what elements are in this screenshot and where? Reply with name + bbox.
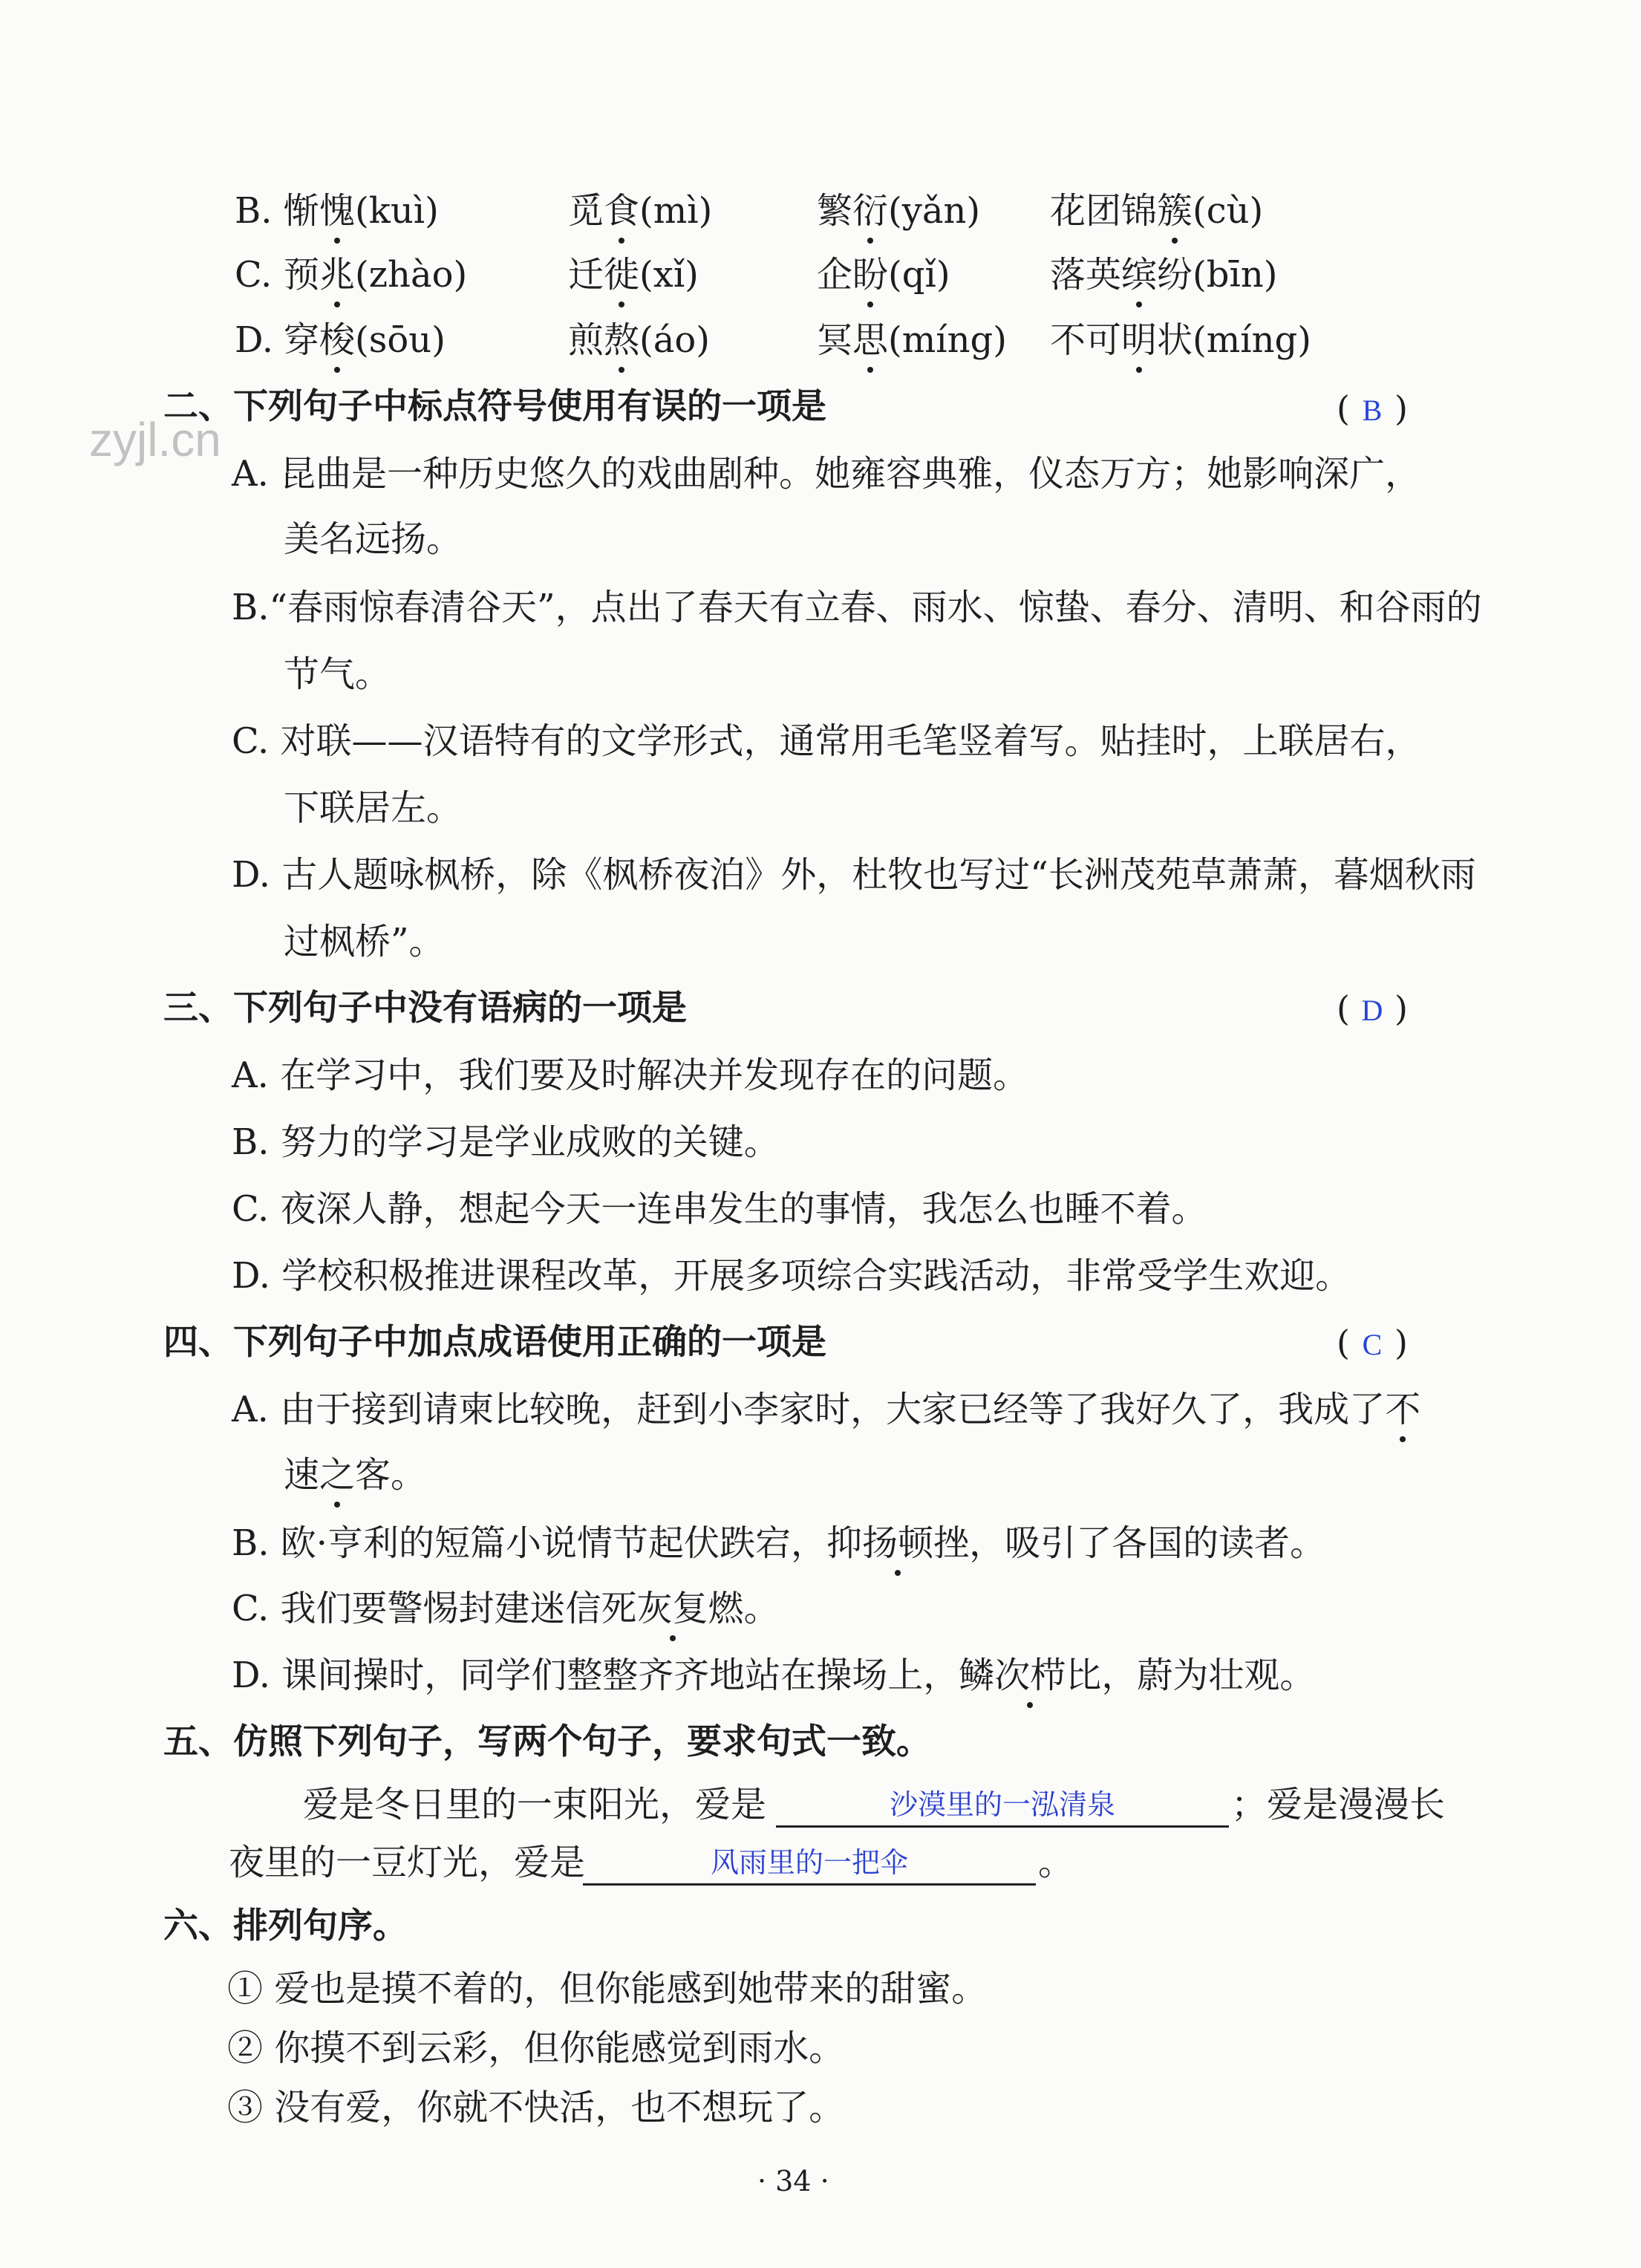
q6-sentence-2: ② 你摸不到云彩，但你能感觉到雨水。 [227,2027,845,2069]
watermark: zyjl.cn [89,413,221,466]
q2-option-a-line2: 美名远扬。 [284,518,463,560]
word-item: 繁衍(yǎn) [817,190,981,232]
q2-option-a-line1: A. 昆曲是一种历史悠久的戏曲剧种。她雍容典雅，仪态万方；她影响深广， [232,453,1421,495]
answer-q2: B [1362,394,1383,427]
page-number: · 34 · [757,2165,829,2197]
word-item: 花团锦簇(cù) [1050,190,1264,232]
word-item: 觅食(mì) [568,190,713,232]
q4-option-c: C. 我们要警惕封建迷信死灰复燃。 [232,1588,780,1629]
word-item: 惭愧(kuì) [284,190,439,232]
q4-option-d: D. 课间操时，同学们整整齐齐地站在操场上，鳞次栉比，蔚为壮观。 [232,1655,1316,1696]
q2-option-d-line2: 过枫桥”。 [284,921,445,962]
q6-sentence-3: ③ 没有爱，你就不快活，也不想玩了。 [227,2087,845,2128]
handwritten-answer-1: 沙漠里的一泓清泉 [889,1788,1115,1821]
answer-parens: ( D ) [1337,988,1408,1032]
option-label: B. [235,190,273,232]
word-item: 预兆(zhào) [284,254,468,296]
word-item: 不可明状(míng) [1050,319,1311,361]
question-4-title: 四、下列句子中加点成语使用正确的一项是 [163,1322,826,1363]
question-6-title: 六、排列句序。 [163,1906,408,1946]
word-item: 迁徙(xǐ) [568,254,699,296]
option-label: D. [235,319,274,361]
answer-q4: C [1362,1328,1383,1361]
q3-option-c: C. 夜深人静，想起今天一连串发生的事情，我怎么也睡不着。 [232,1188,1207,1230]
q4-option-a-line2: 速之客。 [284,1454,427,1496]
q5-line1-text: 爱是冬日里的一束阳光，爱是 [303,1784,767,1825]
answer-parens: ( C ) [1337,1322,1408,1366]
option-label: C. [235,254,273,296]
word-item: 企盼(qǐ) [817,254,950,296]
q3-option-b: B. 努力的学习是学业成败的关键。 [232,1121,780,1163]
question-5-title: 五、仿照下列句子，写两个句子，要求句式一致。 [163,1721,931,1762]
q5-answer-blank-2[interactable] [583,1842,1036,1886]
question-3-title: 三、下列句子中没有语病的一项是 [163,988,687,1029]
q2-option-c-line2: 下联居左。 [284,787,463,829]
q3-option-d: D. 学校积极推进课程改革，开展多项综合实践活动，非常受学生欢迎。 [232,1255,1351,1297]
answer-parens: ( B ) [1337,388,1408,431]
question-2-title: 二、下列句子中标点符号使用有误的一项是 [163,386,826,427]
handwritten-answer-2: 风雨里的一把伞 [710,1846,908,1879]
q5-line1-end: ；爱是漫漫长 [1231,1784,1446,1825]
q2-option-c-line1: C. 对联——汉语特有的文学形式，通常用毛笔竖着写。贴挂时，上联居右， [232,720,1421,762]
answer-q3: D [1361,994,1383,1027]
q5-line2-text: 夜里的一豆灯光，爱是 [229,1842,586,1883]
word-item: 煎熬(áo) [568,319,710,361]
q2-option-b-line2: 节气。 [284,654,391,695]
q2-option-b-line1: B.“春雨惊春清谷天”，点出了春天有立春、雨水、惊蛰、春分、清明、和谷雨的 [232,587,1482,628]
q4-option-a-line1: A. 由于接到请柬比较晚，赶到小李家时，大家已经等了我好久了，我成了不 [232,1389,1421,1430]
q5-line2-end: 。 [1038,1842,1074,1883]
q2-option-d-line1: D. 古人题咏枫桥，除《枫桥夜泊》外，杜牧也写过“长洲茂苑草萧萧，暮烟秋雨 [232,854,1476,896]
word-item: 落英缤纷(bīn) [1050,254,1278,296]
word-item: 冥思(míng) [817,319,1007,361]
q6-sentence-1: ① 爱也是摸不着的，但你能感到她带来的甜蜜。 [227,1968,988,2010]
q5-answer-blank-1[interactable] [776,1784,1229,1828]
word-item: 穿梭(sōu) [284,319,446,361]
q3-option-a: A. 在学习中，我们要及时解决并发现存在的问题。 [232,1055,1029,1096]
q4-option-b: B. 欧·亨利的短篇小说情节起伏跌宕，抑扬顿挫，吸引了各国的读者。 [232,1522,1326,1564]
